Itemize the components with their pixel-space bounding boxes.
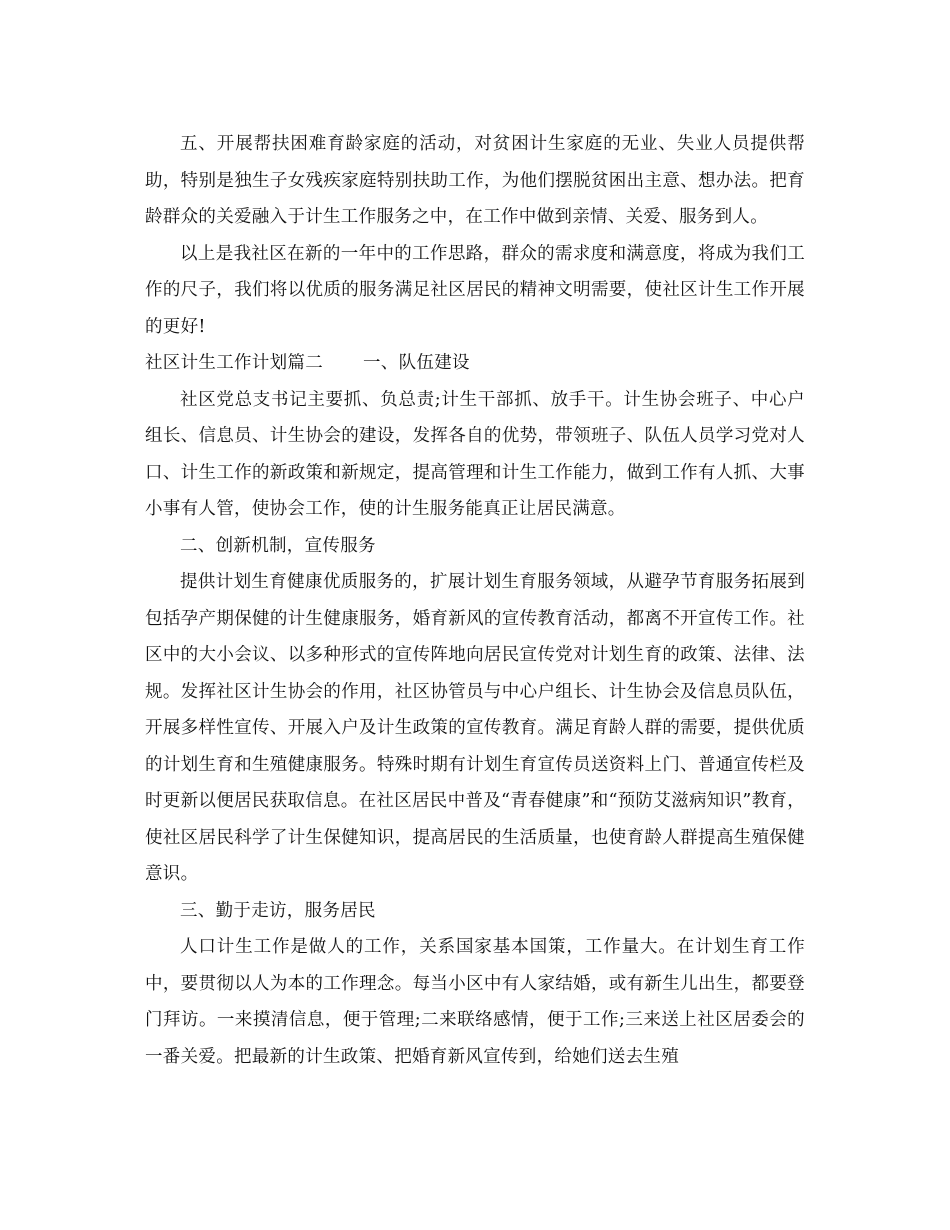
- document-body: [145, 126, 805, 1075]
- subheading-visits: 三、勤于走访，服务居民: [180, 900, 376, 921]
- paragraph-summary: 以上是我社区在新的一年中的工作思路，群众的需求度和满意度，将成为我们工作的尺子，我们将以优质的服务满足社区居民的精神文明需要，使社区计生工作开展的更好!: [145, 243, 805, 337]
- paragraph-home-visits: 人口计生工作是做人的工作，关系国家基本国策，工作量大。在计划生育工作中，要贯彻以人为本的工作理念。每当小区中有人家结婚，或有新生儿出生，都要登门拜访。一来摸清信息，便于管理;二来联络感情，便于工作;三来送上社区居委会的一番关爱。把最新的计生政策、把婚育新风宣传到，给她们送去生殖: [145, 937, 805, 1067]
- subheading-innovation: 二、创新机制，宣传服务: [180, 535, 376, 556]
- paragraph-team-building: 社区党总支书记主要抓、负总责;计生干部抓、放手干。计生协会班子、中心户组长、信息员、计生协会的建设，发挥各自的优势，带领班子、队伍人员学习党对人口、计生工作的新政策和新规定，提高管理和计生工作能力，做到工作有人抓、大事小事有人管，使协会工作，使的计生服务能真正让居民满意。: [145, 389, 805, 519]
- paragraph-publicity-service: 提供计划生育健康优质服务的，扩展计划生育服务领域，从避孕节育服务拓展到包括孕产期保健的计生健康服务，婚育新风的宣传教育活动，都离不开宣传工作。社区中的大小会议、以多种形式的宣传阵地向居民宣传党对计划生育的政策、法律、法规。发挥社区计生协会的作用，社区协管员与中心户组长、计生协会及信息员队伍，开展多样性宣传、开展入户及计生政策的宣传教育。满足育龄人群的需要，提供优质的计划生育和生殖健康服务。特殊时期有计划生育宣传员送资料上门、普通宣传栏及时更新以便居民获取信息。在社区居民中普及“青春健康”和“预防艾滋病知识”教育，使社区居民科学了计生保健知识，提高居民的生活质量，也使育龄人群提高生殖保健意识。: [145, 572, 805, 884]
- paragraph-assist-families: 五、开展帮扶困难育龄家庭的活动，对贫困计生家庭的无业、失业人员提供帮助，特别是独生子女残疾家庭特别扶助工作，为他们摆脱贫困出主意、想办法。把育龄群众的关爱融入于计生工作服务之中，在工作中做到亲情、关爱、服务到人。: [145, 134, 805, 227]
- section-heading: [145, 345, 805, 382]
- section-title: 社区计生工作计划篇二: [145, 353, 323, 373]
- section-subtitle: 一、队伍建设: [363, 353, 470, 373]
